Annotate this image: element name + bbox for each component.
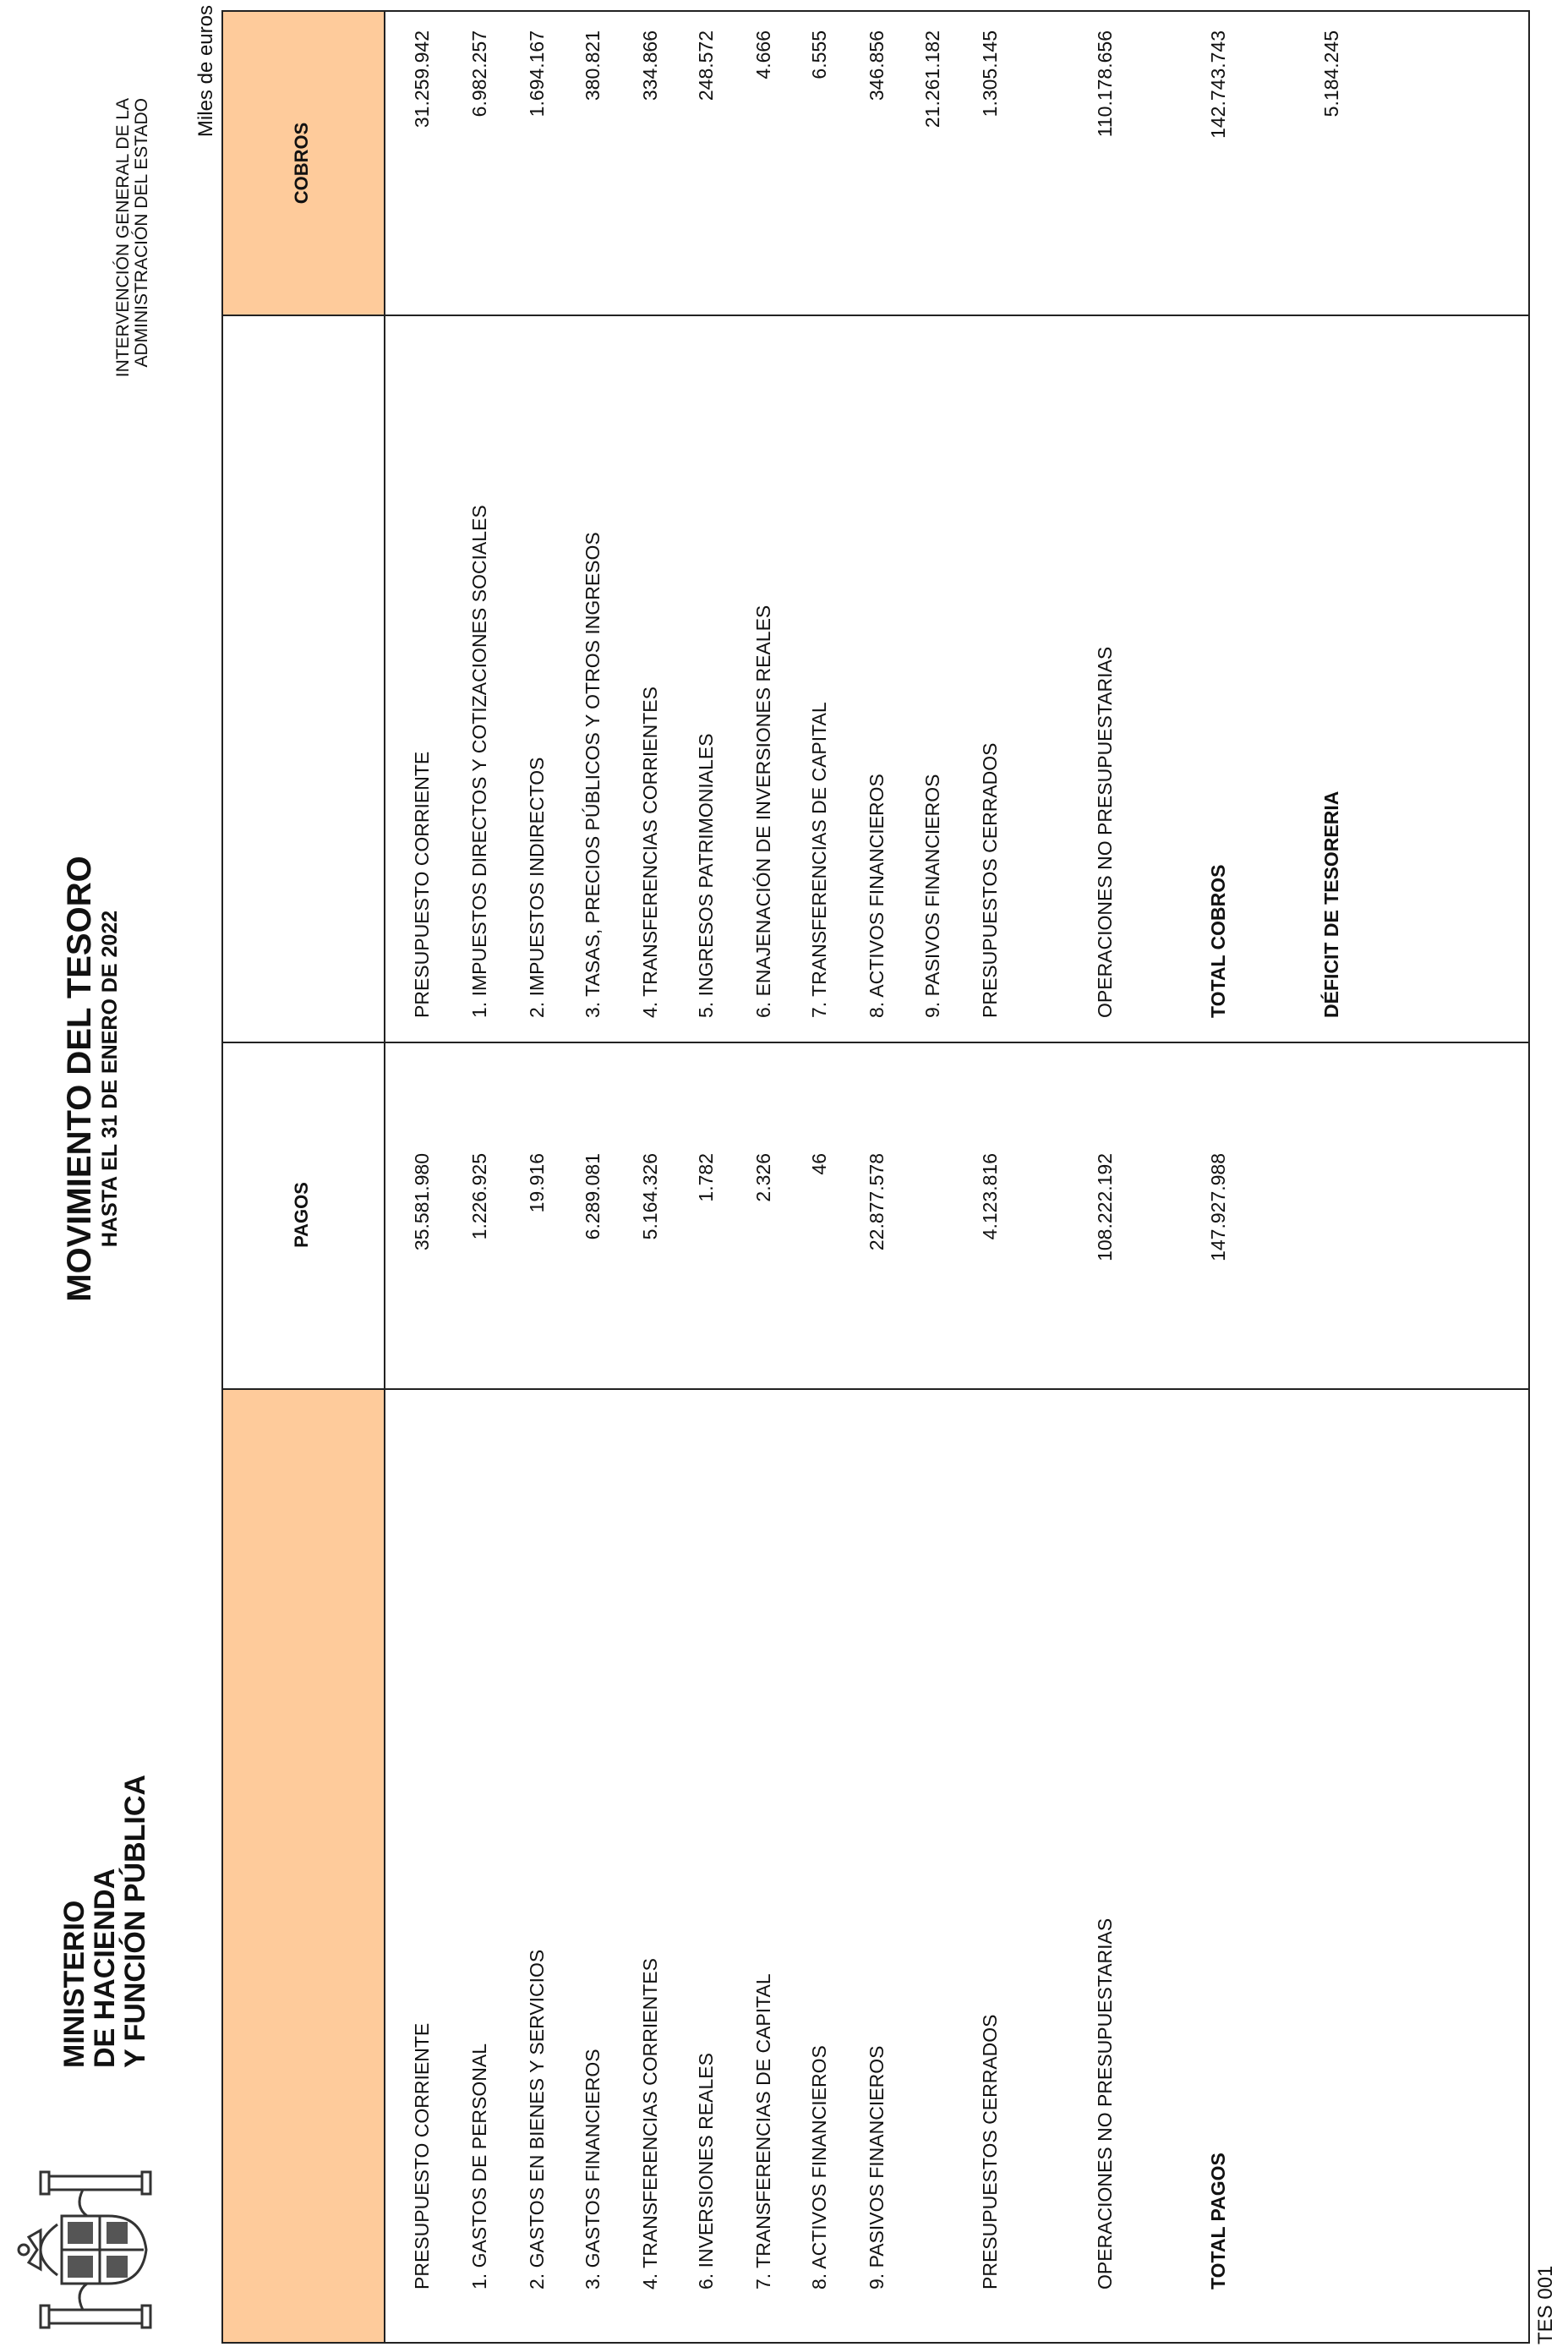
ministry-name [59,1775,150,2068]
ministry-line-1: MINISTERIO [58,1900,90,2068]
column-divider-3 [223,315,1528,316]
total-pagos-value: 147.927.988 [1207,1153,1229,1261]
cobros-row-value: 1.305.145 [979,30,1001,118]
total-cobros-label: TOTAL COBROS [1207,864,1229,1018]
cobros-row-label: 7. TRANSFERENCIAS DE CAPITAL [808,702,830,1018]
pagos-row-value: 2.326 [752,1153,774,1202]
cobros-header: COBROS [291,122,312,205]
units-label: Miles de euros [194,5,217,138]
cobros-row-label: PRESUPUESTOS CERRADOS [979,742,1001,1018]
pagos-row-label: 3. GASTOS FINANCIEROS [582,2049,604,2290]
pagos-row-value: 1.226.925 [468,1153,490,1240]
document-subtitle: HASTA EL 31 DE ENERO DE 2022 [98,910,122,1248]
cobros-row-label: 9. PASIVOS FINANCIEROS [921,774,943,1018]
pagos-row-label: PRESUPUESTOS CERRADOS [979,2014,1001,2290]
agency-line-2: ADMINISTRACIÓN DEL ESTADO [132,98,151,368]
deficit-value: 5.184.245 [1320,30,1342,118]
cobros-row-value: 248.572 [695,30,717,101]
pagos-row-value: 22.877.578 [866,1153,888,1251]
total-cobros-value: 142.743.743 [1207,30,1229,139]
header-divider [384,12,385,2342]
coat-of-arms-icon [15,2169,155,2330]
total-pagos-label: TOTAL PAGOS [1207,2153,1229,2290]
treasury-table [221,10,1530,2344]
document-code: TES 001 [1534,2265,1557,2344]
pagos-row-label: OPERACIONES NO PRESUPUESTARIAS [1094,1918,1116,2290]
pagos-row-value: 5.164.326 [639,1153,661,1240]
cobros-row-value: 346.856 [866,30,888,101]
agency-name [114,98,151,402]
pagos-header: PAGOS [291,1182,312,1248]
pagos-row-value: 4.123.816 [979,1153,1001,1240]
cobros-row-value: 380.821 [582,30,604,101]
pagos-row-label: 6. INVERSIONES REALES [695,2053,717,2290]
cobros-row-value: 1.694.167 [526,30,548,118]
pagos-header-band [223,1388,384,2342]
cobros-row-value: 6.555 [808,30,830,79]
cobros-row-label: 5. INGRESOS PATRIMONIALES [695,733,717,1018]
document-title-block [61,698,122,1459]
cobros-row-value: 6.982.257 [468,30,490,118]
pagos-row-label: 4. TRANSFERENCIAS CORRIENTES [639,1958,661,2290]
pagos-row-label: PRESUPUESTO CORRIENTE [411,2022,433,2290]
ministry-line-2: DE HACIENDA [89,1868,121,2068]
pagos-row-value: 35.581.980 [411,1153,433,1251]
cobros-row-label: 8. ACTIVOS FINANCIEROS [866,774,888,1018]
pagos-row-value: 1.782 [695,1153,717,1202]
cobros-row-label: 4. TRANSFERENCIAS CORRIENTES [639,687,661,1018]
pagos-row-label: 9. PASIVOS FINANCIEROS [866,2045,888,2290]
agency-line-1: INTERVENCIÓN GENERAL DE LA [113,98,133,378]
pagos-row-value: 46 [808,1153,830,1175]
cobros-row-value: 21.261.182 [921,30,943,129]
ministry-line-3: Y FUNCIÓN PÚBLICA [119,1775,151,2068]
pagos-row-value: 19.916 [526,1153,548,1213]
cobros-row-value: 110.178.656 [1094,30,1116,138]
deficit-label: DÉFICIT DE TESORERIA [1320,791,1342,1018]
cobros-row-value: 334.866 [639,30,661,101]
pagos-row-value: 108.222.192 [1094,1153,1116,1261]
pagos-row-label: 7. TRANSFERENCIAS DE CAPITAL [752,1973,774,2290]
cobros-row-label: 3. TASAS, PRECIOS PÚBLICOS Y OTROS INGRESOS [582,532,604,1018]
document-title: MOVIMIENTO DEL TESORO [61,856,98,1302]
cobros-row-label: OPERACIONES NO PRESUPUESTARIAS [1094,646,1116,1018]
cobros-row-label: 6. ENAJENACIÓN DE INVERSIONES REALES [752,605,774,1018]
cobros-row-label: 1. IMPUESTOS DIRECTOS Y COTIZACIONES SOCIALES [468,505,490,1018]
cobros-row-value: 31.259.942 [411,30,433,129]
column-divider-1 [223,1388,1528,1390]
cobros-row-label: 2. IMPUESTOS INDIRECTOS [526,757,548,1018]
cobros-row-value: 4.666 [752,30,774,79]
pagos-row-label: 8. ACTIVOS FINANCIEROS [808,2045,830,2290]
cobros-row-label: PRESUPUESTO CORRIENTE [411,751,433,1018]
pagos-row-label: 2. GASTOS EN BIENES Y SERVICIOS [526,1949,548,2290]
pagos-row-value: 6.289.081 [582,1153,604,1240]
pagos-row-label: 1. GASTOS DE PERSONAL [468,2043,490,2290]
column-divider-2 [223,1042,1528,1043]
